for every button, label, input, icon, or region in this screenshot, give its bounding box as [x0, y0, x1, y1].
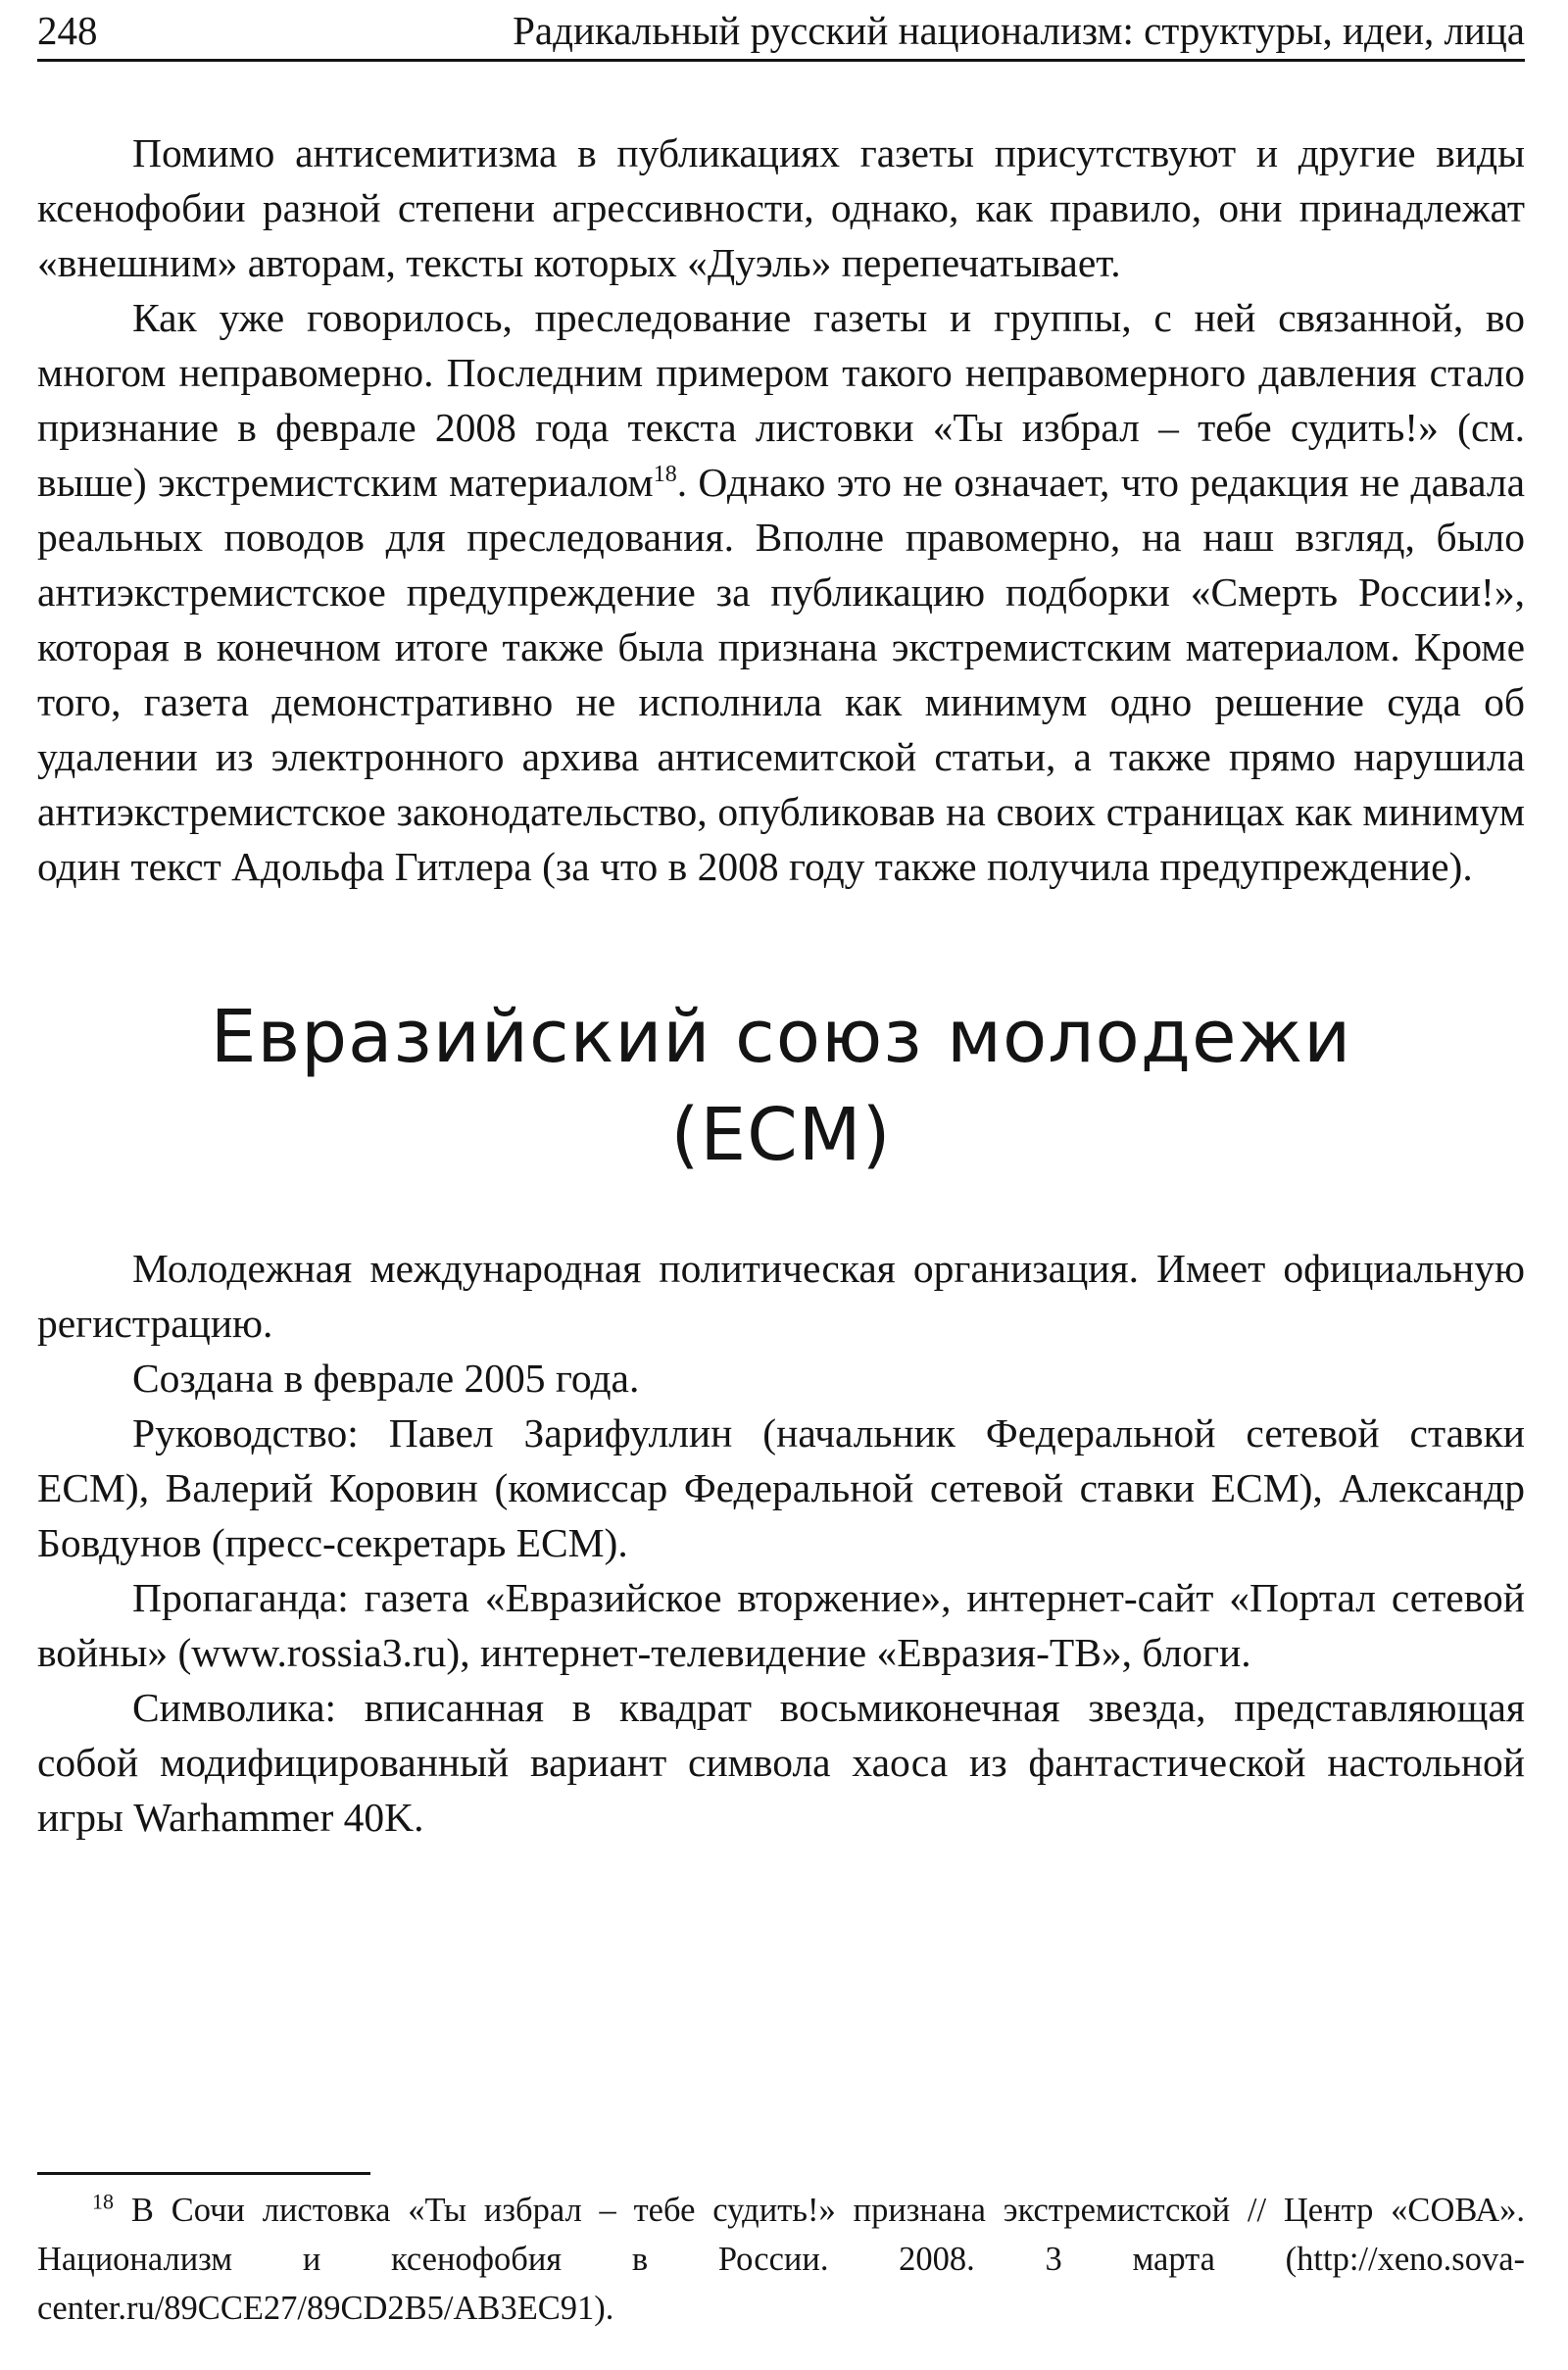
footnote-divider [37, 2172, 370, 2175]
running-title: Радикальный русский национализм: структуры, идеи, лица [513, 8, 1525, 53]
paragraph: Создана в феврале 2005 года. [132, 1356, 640, 1401]
paragraph-text: Как уже говорилось, преследование газеты и группы, с ней связанной, во многом неправомерно. Последним примером такого неправомерного давления стало признание в феврале 2008 года текста листовки «Ты избрал – тебе судить!» (см. выше) экстремистским материалом [37, 295, 1525, 505]
footnote-reference: 18 [653, 462, 677, 488]
paragraph: Помимо антисемитизма в публикациях газеты присутствуют и другие виды ксенофобии разной степени агрессивности, однако, как правило, они принадлежат «внешним» авторам, тексты которых «Дуэль» перепечатывает. [37, 130, 1525, 285]
footnote [37, 2186, 1525, 2333]
paragraph-with-footnote [37, 290, 1525, 894]
paragraph: Молодежная международная политическая организация. Имеет официальную регистрацию. [37, 1246, 1525, 1346]
section-title-line-1: Евразийский союз молодежи [210, 995, 1352, 1079]
footnote-text: В Сочи листовка «Ты избрал – тебе судить!» признана экстремистской // Центр «СОВА». Национализм и ксенофобия в России. 2008. 3 марта (http://xeno.sova-center.ru/89CCE27/89CD2B5/AB3EC91). [37, 2192, 1525, 2327]
paragraph: Руководство: Павел Зарифуллин (начальник Федеральной сетевой ставки ЕСМ), Валерий Коровин (комиссар Федеральной сетевой ставки ЕСМ), Александр Бовдунов (пресс-секретарь ЕСМ). [37, 1410, 1525, 1565]
paragraph-text-continued: . Однако это не означает, что редакция не давала реальных поводов для преследования. Вполне правомерно, на наш взгляд, было антиэкстремистское предупреждение за публикацию подборки «Смерть России!», которая в конечном итоге также была признана экстремистским материалом. Кроме того, газета демонстративно не исполнила как минимум одно решение суда об удалении из электронного архива антисемитской статьи, а также прямо нарушила антиэкстремистское законодательство, опубликовав на своих страницах как минимум один текст Адольфа Гитлера (за что в 2008 году также получила предупреждение). [37, 460, 1525, 889]
paragraph: Пропаганда: газета «Евразийское вторжение», интернет-сайт «Портал сетевой войны» (www.rossia3.ru), интернет-телевидение «Евразия-ТВ», блоги. [37, 1575, 1525, 1675]
main-text [37, 125, 1525, 1845]
paragraph: Символика: вписанная в квадрат восьмиконечная звезда, представляющая собой модифицированный вариант символа хаоса из фантастической настольной игры Warhammer 40K. [37, 1685, 1525, 1840]
section-title-line-2: (ЕСМ) [670, 1093, 892, 1177]
section-title [37, 988, 1525, 1184]
running-header [37, 6, 1525, 62]
page-number: 248 [37, 8, 98, 53]
footnote-number: 18 [92, 2189, 114, 2214]
